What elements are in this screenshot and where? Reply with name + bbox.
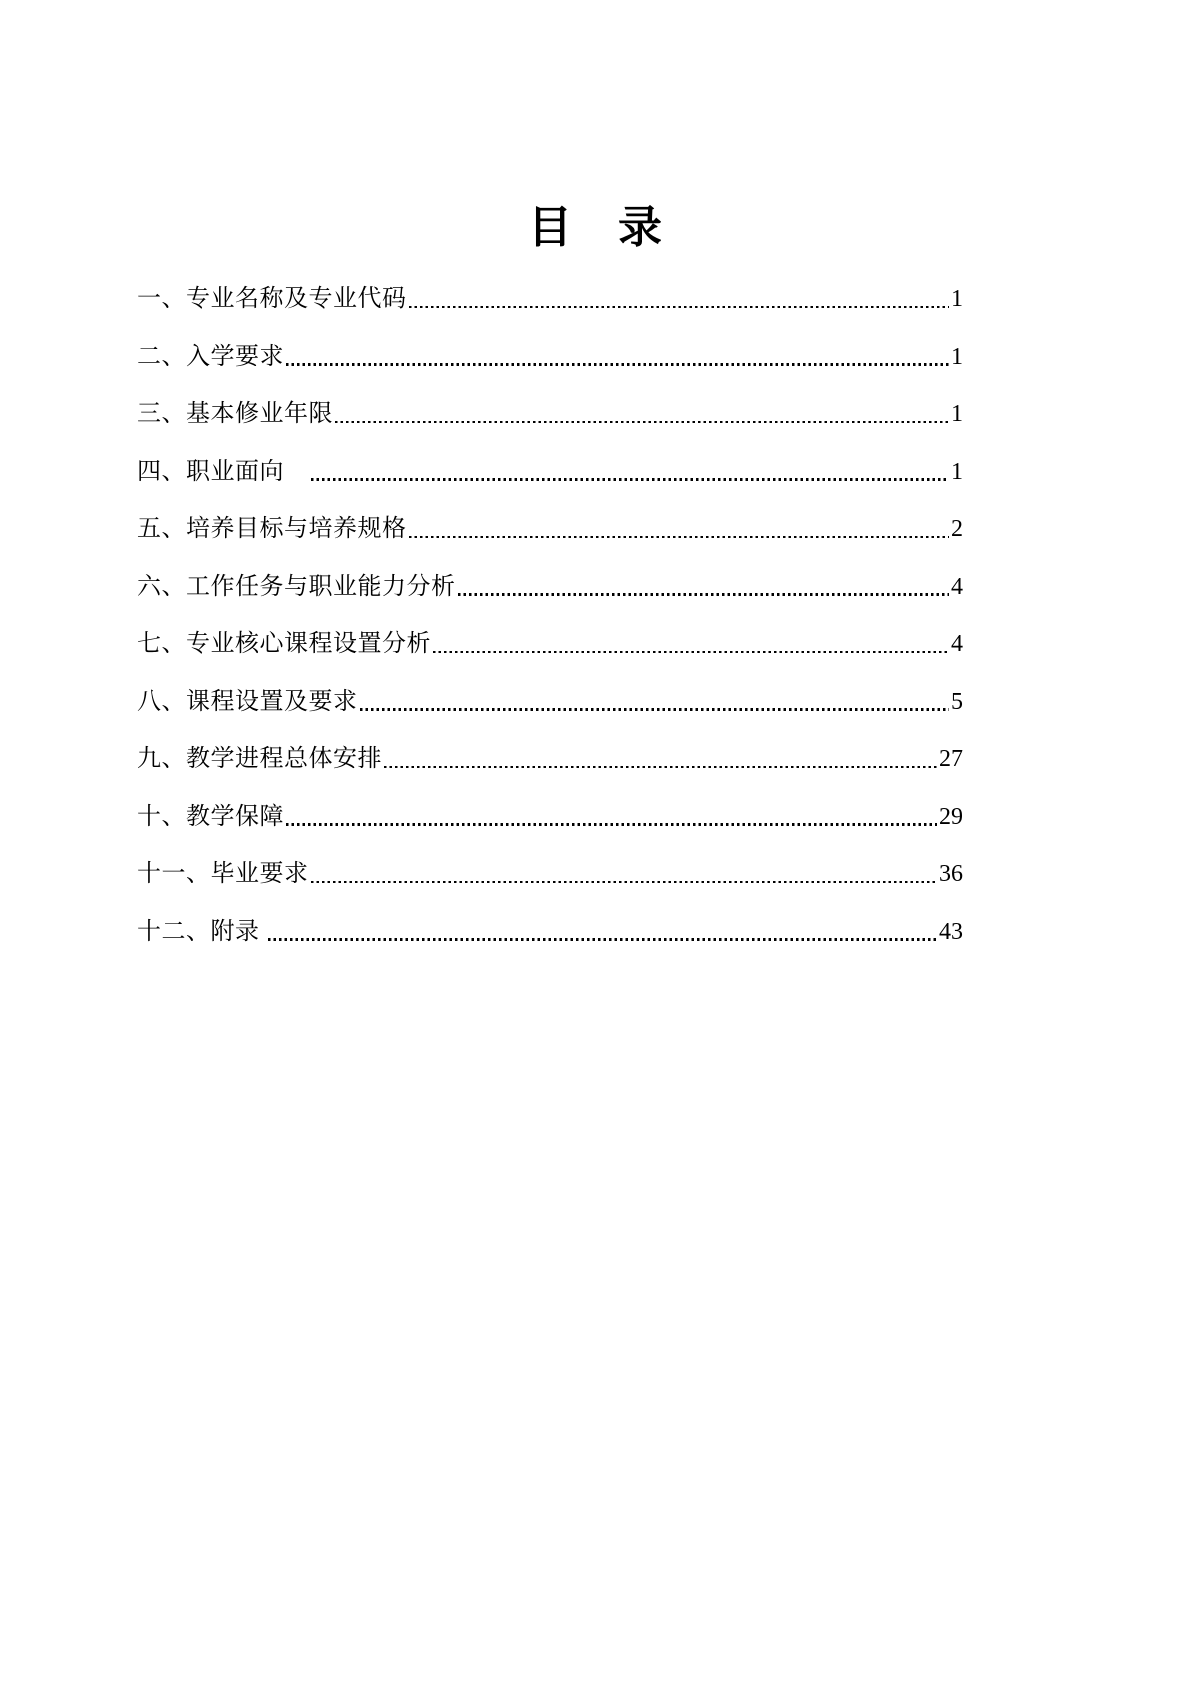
toc-entry-page-number: 2 <box>951 516 963 542</box>
toc-entry-4[interactable] <box>137 457 963 487</box>
toc-leader-dots <box>286 363 949 365</box>
toc-leader-dots <box>433 651 949 653</box>
toc-leader-dots <box>268 938 937 940</box>
toc-leader-dots <box>286 823 937 825</box>
toc-entry-label: 五、培养目标与培养规格 <box>137 516 407 542</box>
toc-entry-6[interactable] <box>137 572 963 602</box>
toc-entry-2[interactable] <box>137 342 963 372</box>
toc-leader-dots <box>409 536 950 538</box>
toc-leader-dots <box>335 421 949 423</box>
toc-entry-8[interactable] <box>137 687 963 717</box>
toc-leader-dots <box>384 766 937 768</box>
toc-leader-dots <box>311 478 950 480</box>
toc-entry-label: 九、教学进程总体安排 <box>137 746 382 772</box>
toc-entry-label: 十、教学保障 <box>137 803 284 830</box>
toc-entry-label: 六、工作任务与职业能力分析 <box>137 573 456 600</box>
toc-entry-9[interactable] <box>137 744 963 774</box>
toc-leader-dots <box>458 593 950 595</box>
toc-entry-page-number: 1 <box>951 458 963 485</box>
toc-entry-page-number: 4 <box>951 631 963 657</box>
toc-entry-label: 四、职业面向 <box>137 458 309 485</box>
toc-entry-page-number: 5 <box>951 688 963 715</box>
toc-title: 目 录 <box>528 203 663 252</box>
toc-entry-label: 十二、附录 <box>137 918 266 945</box>
toc-entry-label: 三、基本修业年限 <box>137 401 333 427</box>
toc-entry-7[interactable] <box>137 629 963 659</box>
toc-entry-label: 十一、毕业要求 <box>137 861 309 887</box>
toc-entry-page-number: 43 <box>939 918 963 945</box>
toc-entry-5[interactable] <box>137 514 963 544</box>
toc-entry-page-number: 1 <box>951 343 963 370</box>
toc-entry-label: 一、专业名称及专业代码 <box>137 286 407 312</box>
toc-entry-11[interactable] <box>137 859 963 889</box>
toc-entry-12[interactable] <box>137 917 963 947</box>
toc-entry-page-number: 27 <box>939 746 963 772</box>
toc-entry-10[interactable] <box>137 802 963 832</box>
toc-entry-label: 二、入学要求 <box>137 343 284 370</box>
toc-entry-page-number: 4 <box>951 573 963 600</box>
toc-entry-page-number: 1 <box>951 286 963 312</box>
toc-leader-dots <box>409 306 950 308</box>
toc-entry-page-number: 29 <box>939 803 963 830</box>
toc-entry-label: 七、专业核心课程设置分析 <box>137 631 431 657</box>
toc-entry-1[interactable] <box>137 284 963 314</box>
toc-entry-3[interactable] <box>137 399 963 429</box>
toc-leader-dots <box>360 708 950 710</box>
toc-entry-label: 八、课程设置及要求 <box>137 688 358 715</box>
toc-list <box>137 284 963 974</box>
toc-leader-dots <box>311 881 938 883</box>
toc-entry-page-number: 1 <box>951 401 963 427</box>
toc-entry-page-number: 36 <box>939 861 963 887</box>
